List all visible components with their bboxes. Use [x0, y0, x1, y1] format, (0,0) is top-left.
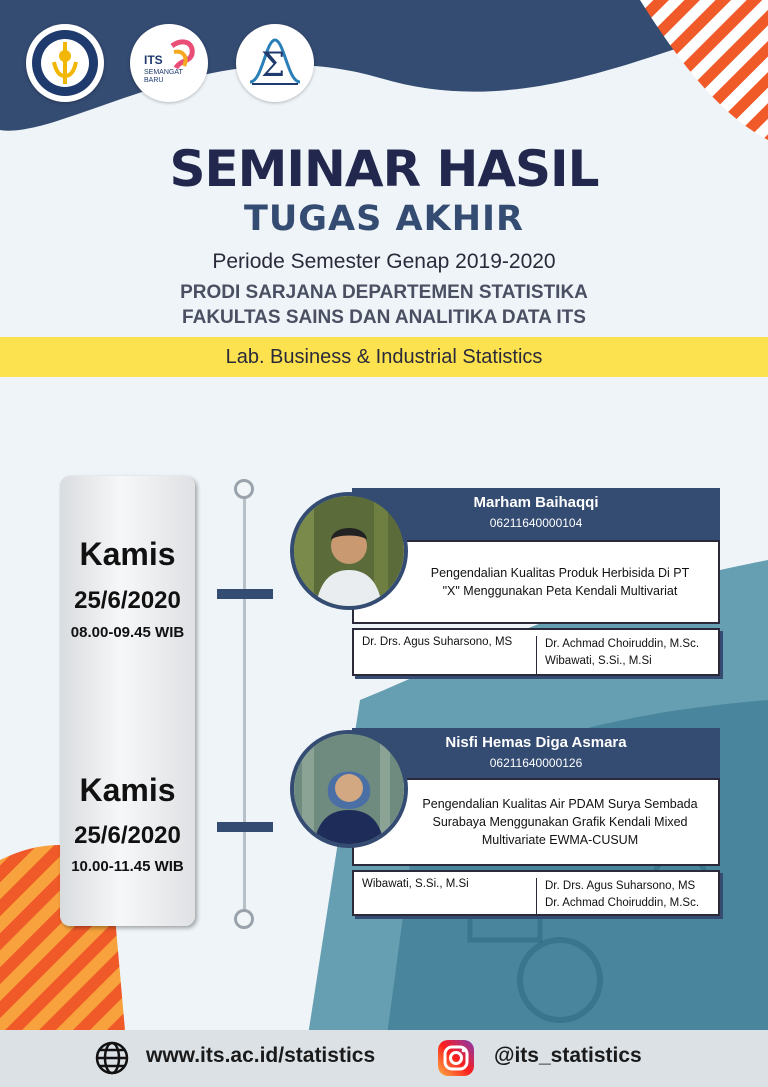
timeline-connector-1	[217, 589, 273, 599]
presenter-photo-1	[290, 492, 408, 610]
its-emblem-logo	[26, 24, 104, 102]
lab-banner: Lab. Business & Industrial Statistics	[0, 337, 768, 377]
day-date-2: 25/6/2020	[74, 822, 181, 849]
day-time-2: 10.00-11.45 WIB	[71, 858, 184, 875]
presenter-photo-2	[290, 730, 408, 848]
examiner-2-left: Wibawati, S.Si., M.Si	[362, 878, 469, 890]
day-name-1: Kamis	[79, 536, 176, 572]
presenter-name-2: Nisfi Hemas Diga Asmara	[445, 734, 627, 751]
day-date-1: 25/6/2020	[74, 587, 181, 614]
examiner-2-right	[536, 878, 699, 916]
logo-caption-baru: BARU	[144, 77, 164, 84]
examiners-2	[352, 870, 720, 916]
logo-caption-semangat: SEMANGAT	[144, 69, 183, 76]
examiners-1	[352, 628, 720, 676]
examiner-2-right-1: Dr. Drs. Agus Suharsono, MS	[545, 880, 696, 892]
examiner-2-right-2: Dr. Achmad Choiruddin, M.Sc.	[545, 897, 700, 909]
day-time-1: 08.00-09.45 WIB	[70, 624, 185, 641]
prodi-line-2: FAKULTAS SAINS DAN ANALITIKA DATA ITS	[182, 307, 586, 328]
examiner-1-left: Dr. Drs. Agus Suharsono, MS	[362, 636, 513, 648]
svg-text:Σ: Σ	[261, 45, 286, 85]
timeline-connector-2	[217, 822, 273, 832]
prodi-line-1: PRODI SARJANA DEPARTEMEN STATISTIKA	[180, 282, 588, 303]
statistika-logo	[236, 24, 314, 102]
thesis-title-2-line-3: Multivariate EWMA-CUSUM	[481, 833, 639, 847]
presenter-nrp-2: 06211640000126	[489, 756, 583, 770]
instagram-icon	[437, 1039, 475, 1077]
presenter-card-2-header	[352, 728, 720, 778]
examiner-1-right	[536, 636, 699, 674]
logo-caption-its: ITS	[144, 53, 163, 67]
day-name-2: Kamis	[79, 772, 176, 808]
page-title: SEMINAR HASIL	[169, 140, 599, 198]
thesis-title-2-line-2: Surabaya Menggunakan Grafik Kendali Mixed	[432, 815, 688, 829]
thesis-title-2-line-1: Pengendalian Kualitas Air PDAM Surya Sembada	[422, 797, 698, 811]
presenter-name-1: Marham Baihaqqi	[473, 494, 599, 511]
website-link[interactable]: www.its.ac.id/statistics	[146, 1044, 376, 1067]
timeline-dot-top	[234, 479, 254, 499]
its-semangat-baru-logo	[130, 24, 208, 102]
timeline-line	[243, 488, 246, 918]
timeline-dot-bottom	[234, 909, 254, 929]
page-subtitle: TUGAS AKHIR	[244, 199, 524, 239]
thesis-title-1-line-1: Pengendalian Kualitas Produk Herbisida Di PT	[430, 566, 690, 580]
period-text: Periode Semester Genap 2019-2020	[212, 250, 556, 273]
instagram-handle[interactable]: @its_statistics	[494, 1044, 642, 1067]
globe-icon	[94, 1040, 130, 1076]
examiner-1-right-1: Dr. Achmad Choiruddin, M.Sc.	[545, 638, 700, 650]
presenter-card-1-header	[352, 488, 720, 540]
presenter-nrp-1: 06211640000104	[489, 516, 583, 530]
examiner-1-right-2: Wibawati, S.Si., M.Si	[545, 655, 652, 667]
thesis-title-1-line-2: "X" Menggunakan Peta Kendali Multivariat	[442, 584, 678, 598]
